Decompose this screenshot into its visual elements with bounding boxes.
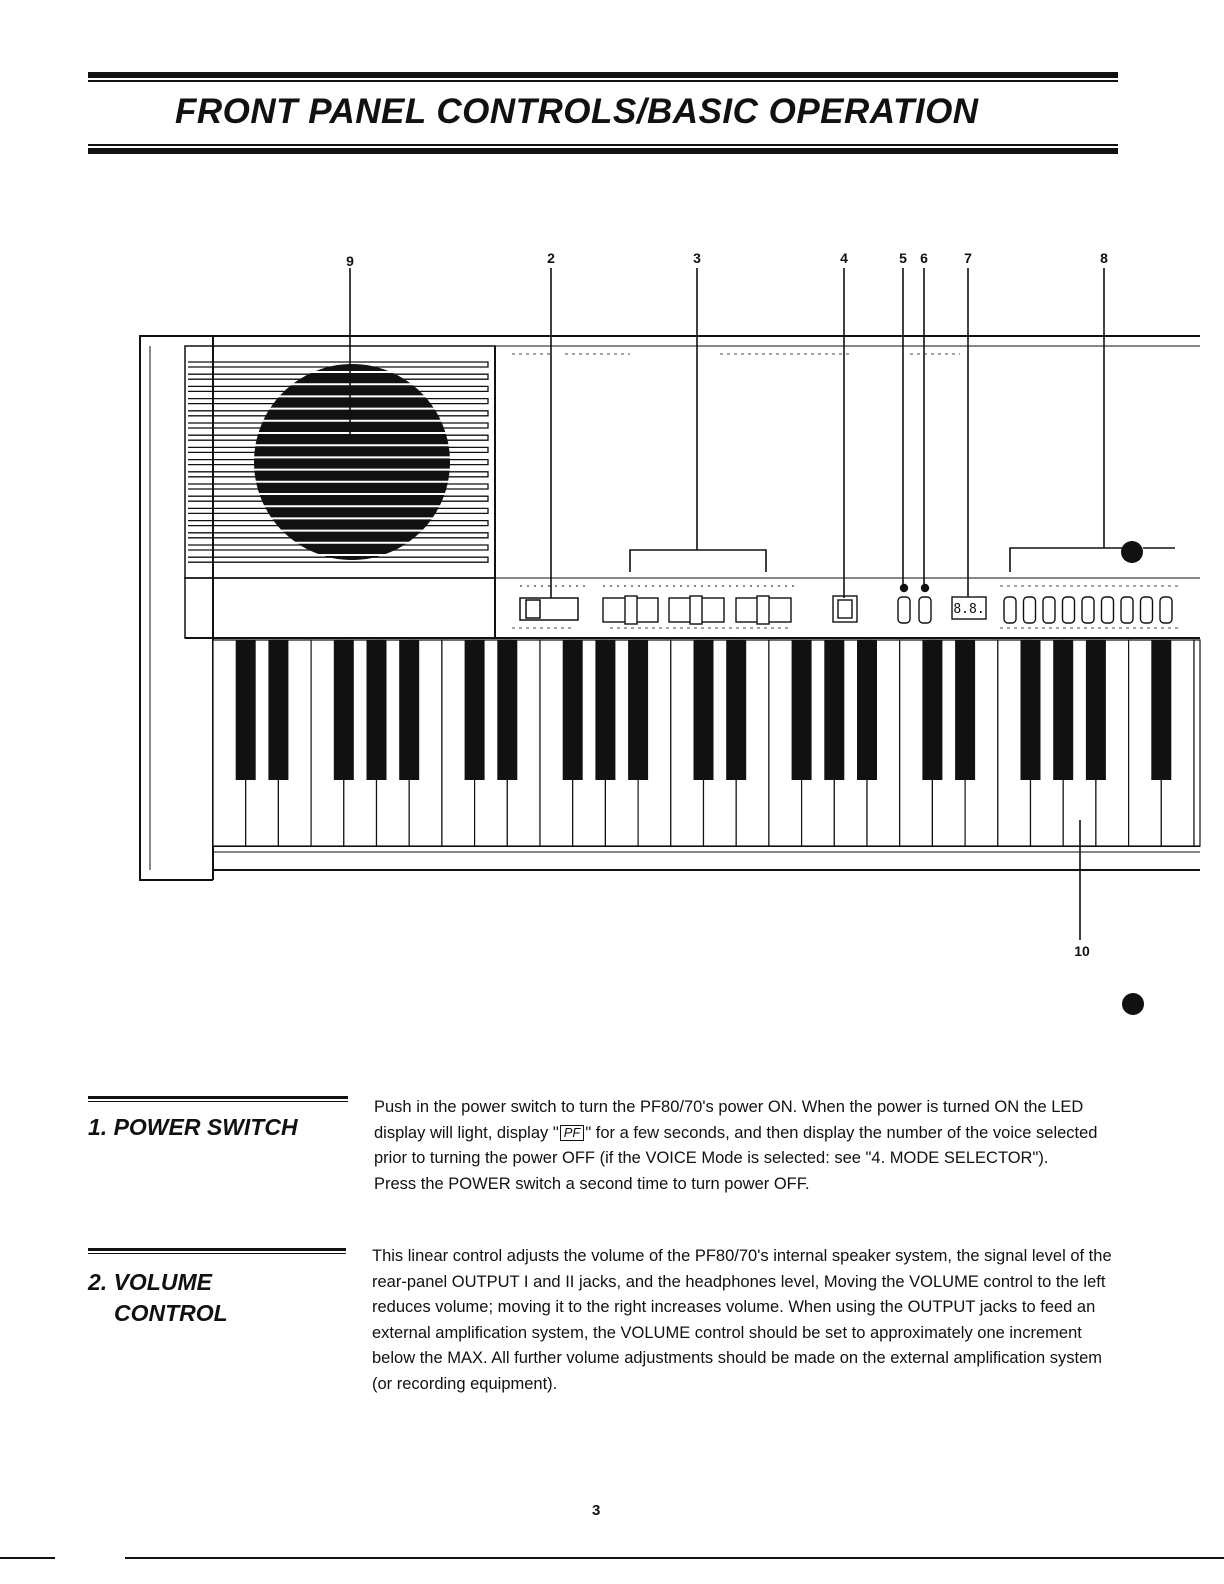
black-key [792, 640, 812, 780]
black-key [824, 640, 844, 780]
voice-button [1024, 597, 1036, 623]
black-key [334, 640, 354, 780]
black-key [236, 640, 256, 780]
chorus-button [919, 597, 931, 623]
section-1-body-part2: " for a few seconds, and then display the number of the voice selected prior to turning the power OFF (if the VOICE Mode is selected: see "4. MODE SELECTOR"). [374, 1123, 1098, 1167]
callout-4: 4 [840, 250, 848, 266]
voice-button [1063, 597, 1075, 623]
volume-slider [520, 586, 585, 620]
registration-dot [1122, 993, 1144, 1015]
footer-rule-left [0, 1557, 55, 1559]
black-key [922, 640, 942, 780]
section-1-rule [88, 1096, 348, 1099]
section-2-body [372, 1244, 1116, 1397]
voice-button [1004, 597, 1016, 623]
tremolo-button [898, 597, 910, 623]
black-key [268, 640, 288, 780]
callout-6: 6 [920, 250, 928, 266]
black-key [726, 640, 746, 780]
section-2-heading-line2: CONTROL [114, 1300, 228, 1326]
section-2-heading-line1: 2. VOLUME [88, 1269, 212, 1295]
callout-3: 3 [693, 250, 701, 266]
voice-button [1160, 597, 1172, 623]
black-key [628, 640, 648, 780]
black-key [399, 640, 419, 780]
page-title: FRONT PANEL CONTROLS/BASIC OPERATION [175, 92, 979, 131]
section-1-heading: 1. POWER SWITCH [88, 1114, 298, 1140]
voice-button [1043, 597, 1055, 623]
black-key [465, 640, 485, 780]
black-key [955, 640, 975, 780]
mode-selector [833, 596, 857, 622]
black-key [367, 640, 387, 780]
pf-display-box: PF [560, 1125, 585, 1141]
black-key [497, 640, 517, 780]
black-key [857, 640, 877, 780]
footer-rule [125, 1557, 1224, 1559]
section-1-body-line2: Press the POWER switch a second time to turn power OFF. [374, 1174, 810, 1193]
callout-9: 9 [346, 253, 354, 269]
black-key [1021, 640, 1041, 780]
voice-button [1121, 597, 1133, 623]
black-key [1151, 640, 1171, 780]
callout-8: 8 [1100, 250, 1108, 266]
white-key [1194, 640, 1200, 846]
callout-2: 2 [547, 250, 555, 266]
black-key [694, 640, 714, 780]
section-2-rule [88, 1248, 346, 1251]
page-number: 3 [592, 1502, 601, 1519]
black-key [1053, 640, 1073, 780]
section-1-rule-thin [88, 1101, 348, 1102]
section-2-body-text: This linear control adjusts the volume of the PF80/70's internal speaker system, the signal level of the rear-panel OUTPUT I and II jacks, and the headphones level, Moving the VOLUME control to the left reduces volume; moving it to the right increases volume. When using the OUTPUT jacks to feed an external amplification system, the VOLUME control should be set to approximately one increment below the MAX. All further volume adjustments should be made on the external amplification system (or recording equipment). [372, 1247, 1112, 1393]
svg-text:8.8.: 8.8. [953, 602, 985, 617]
callout-7: 7 [964, 250, 972, 266]
section-1-body-part1: Push in the power switch to turn the PF80/70's power ON. When the power is turned ON the LED display will light, display " [374, 1098, 1084, 1142]
section-2-heading [88, 1267, 228, 1329]
black-key [563, 640, 583, 780]
led-display [952, 597, 986, 619]
black-key [595, 640, 615, 780]
voice-button [1082, 597, 1094, 623]
section-2-rule-thin [88, 1253, 346, 1254]
voice-button [1141, 597, 1153, 623]
voice-button [1102, 597, 1114, 623]
section-1-body [374, 1095, 1118, 1197]
callout-10: 10 [1074, 943, 1090, 959]
callout-5: 5 [899, 250, 907, 266]
black-key [1086, 640, 1106, 780]
